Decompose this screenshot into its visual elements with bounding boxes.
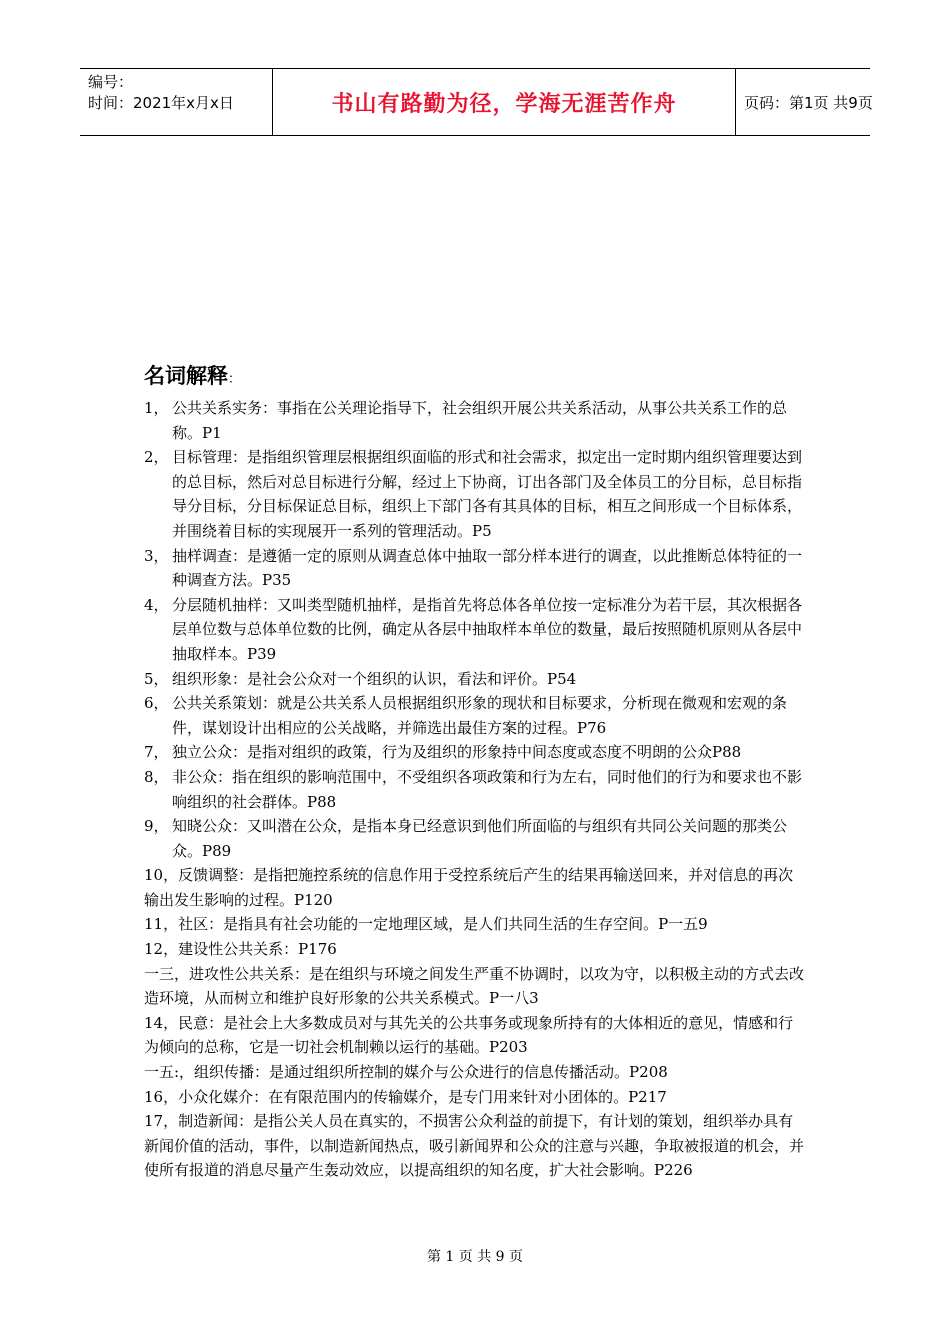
header-motto-cell [272,69,736,135]
item-text: 抽样调查：是遵循一定的原则从调查总体中抽取一部分样本进行的调查，以此推断总体特征的一种调查方法。P35 [172,546,803,590]
item-text: 14，民意：是社会上大多数成员对与其先关的公共事务或现象所持有的大体相近的意见，情感和行为倾向的总称，它是一切社会机制赖以运行的基础。P203 [144,1013,794,1057]
page-footer: 第 1 页 共 9 页 [426,1249,524,1265]
list-item [144,937,808,962]
list-item [144,962,808,1011]
item-text: 一五:，组织传播：是通过组织所控制的媒介与公众进行的信息传播活动。P208 [144,1063,668,1082]
list-item [144,912,808,937]
item-number: 7， [144,743,169,762]
list-item [144,667,808,692]
item-text: 17，制造新闻：是指公关人员在真实的，不损害公众利益的前提下，有计划的策划，组织举办具有新闻价值的活动，事件，以制造新闻热点，吸引新闻界和公众的注意与兴趣，争取被报道的机会，并使所有报道的消息尽量产生轰动效应，以提高组织的知名度，扩大社会影响。P226 [144,1112,805,1180]
section-title-text: 名词解释 [144,364,228,388]
date-label: 时间：2021年x月x日 [88,94,234,112]
list-item [144,863,808,912]
number-label: 编号： [88,73,134,91]
page-header [80,68,873,136]
item-text: 分层随机抽样：又叫类型随机抽样，是指首先将总体各单位按一定标准分为若干层，其次根据各层单位数与总体单位数的比例，确定从各层中抽取样本单位的数量，最后按照随机原则从各层中抽取样本。P39 [172,595,803,663]
item-text: 10，反馈调整：是指把施控系统的信息作用于受控系统后产生的结果再输送回来，并对信息的再次输出发生影响的过程。P120 [144,866,794,909]
item-number: 4， [144,595,169,614]
list-item [144,1085,808,1110]
item-number: 5， [144,669,169,688]
list-item [144,1060,808,1085]
list-item [144,1011,808,1060]
list-item [144,544,808,593]
list-item [144,445,808,543]
item-text: 公共关系策划：就是公共关系人员根据组织形象的现状和目标要求，分析现在微观和宏观的条件，谋划设计出相应的公关战略，并筛选出最佳方案的过程。P76 [172,694,788,737]
list-item [144,593,808,667]
item-number: 2， [144,448,169,467]
section-title-colon: ： [228,372,242,387]
item-number: 1， [144,399,169,417]
item-text: 独立公众：是指对组织的政策，行为及组织的形象持中间态度或态度不明朗的公众P88 [172,743,742,762]
list-item [144,1109,808,1183]
list-item [144,814,808,863]
item-text: 知晓公众：又叫潜在公众，是指本身已经意识到他们所面临的与组织有共同公关问题的那类公众。P89 [172,817,788,860]
list-item [144,691,808,740]
item-text: 11，社区：是指具有社会功能的一定地理区域，是人们共同生活的生存空间。P一五9 [144,915,708,934]
item-number: 3， [144,546,169,565]
header-left-cell [80,69,272,135]
list-item [144,396,808,445]
item-text: 16，小众化媒介：在有限范围内的传输媒介，是专门用来针对小团体的。P217 [144,1087,667,1106]
item-number: 9， [144,817,169,836]
item-text: 公共关系实务：事指在公关理论指导下，社会组织开展公共关系活动，从事公共关系工作的总称。P1 [172,399,788,442]
motto-text: 书山有路勤为径，学海无涯苦作舟 [331,91,677,117]
item-text: 目标管理：是指组织管理层根据组织面临的形式和社会需求，拟定出一定时期内组织管理要达到的总目标，然后对总目标进行分解，经过上下协商，订出各部门及全体员工的分目标，总目标指导分目标，分目标保证总目标，组织上下部门各有其具体的目标，相互之间形成一个目标体系，并围绕着目标的实现展开一系列的管理活动。P5 [172,448,803,540]
section-title [144,360,241,390]
term-list [144,396,808,1183]
item-number: 6， [144,694,169,713]
list-item [144,740,808,765]
item-text: 组织形象：是社会公众对一个组织的认识，看法和评价。P54 [172,669,577,688]
item-text: 12，建设性公共关系：P176 [144,940,337,959]
header-page-info: 页码：第1页 共9页 [744,93,873,112]
list-item [144,765,808,814]
item-number: 8， [144,767,169,786]
item-text: 非公众：指在组织的影响范围中，不受组织各项政策和行为左右，同时他们的行为和要求也不影响组织的社会群体。P88 [172,767,803,811]
item-text: 一三，进攻性公共关系：是在组织与环境之间发生严重不协调时，以攻为守，以积极主动的方式去改造环境，从而树立和维护良好形象的公共关系模式。P一八3 [144,964,805,1008]
